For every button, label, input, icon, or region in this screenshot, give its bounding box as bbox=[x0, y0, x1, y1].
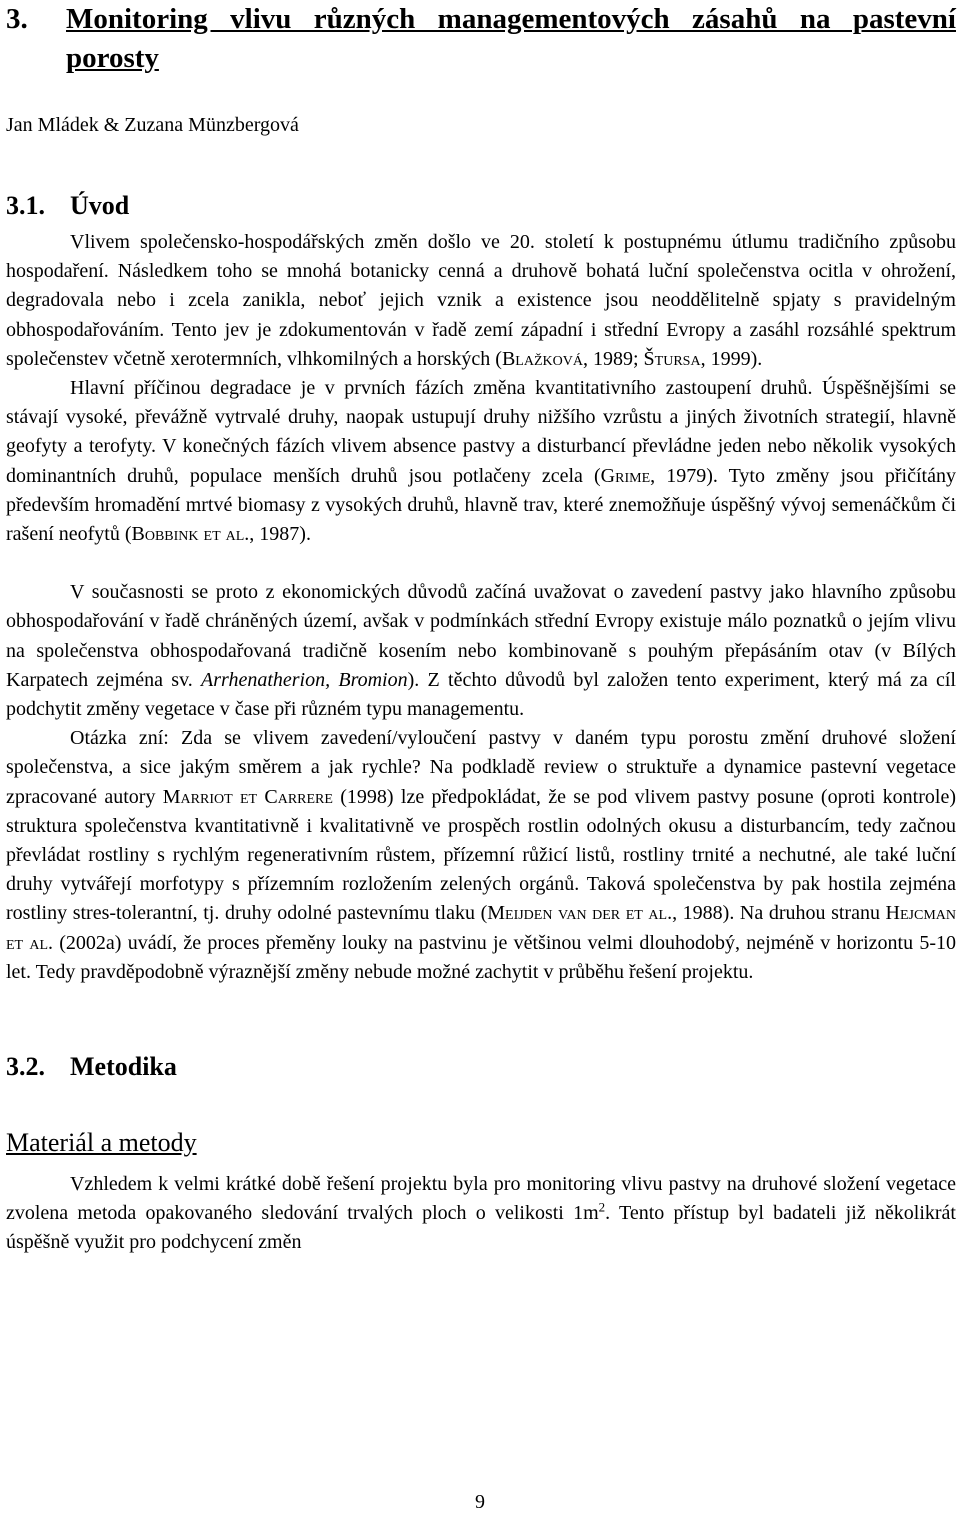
citation: Marriot et Carrere bbox=[162, 785, 333, 808]
section-number: 3.1. bbox=[6, 191, 45, 220]
page-number: 9 bbox=[475, 1491, 485, 1513]
subsection-title: Materiál a metody bbox=[6, 1128, 197, 1158]
citation: Štursa bbox=[643, 347, 701, 370]
section-title: Metodika bbox=[70, 1052, 177, 1082]
citation: Hejcman et al. bbox=[6, 902, 956, 954]
citation: Bobbink et al. bbox=[131, 523, 250, 546]
document-page bbox=[6, 0, 956, 1258]
section-heading-intro bbox=[6, 190, 956, 222]
taxon-names: Arrhenatherion, Bromion bbox=[201, 668, 408, 691]
chapter-heading bbox=[6, 0, 956, 78]
citation: Blažková bbox=[501, 347, 583, 370]
intro-paragraph-2: Hlavní příčinou degradace je v prvních fázích změna kvantitativního zastoupení druhů. Úspěšnějšími se stávají vysoké, převážně vytrvalé druhy, naopak ustupují druhy nižšího vzrůstu a jiných životních strategií, hlavně geofyty a terofyty. V konečných fázích vlivem absence pastvy a disturbancí převládne jeden nebo několik vysokých dominantních druhů, populace menších druhů jsou potlačeny zcela (Grime, 1979). Tyto změny jsou přičítány především hromadění mrtvé biomasy z vysokých druhů, hlavně trav, které znemožňuje úspěšný vývoj semenáčkům či rašení neofytů (Bobbink et al., 1987). bbox=[6, 377, 956, 546]
citation: Meijden van der et al. bbox=[487, 902, 673, 925]
section-heading-methods bbox=[6, 1051, 956, 1083]
section-number: 3.2. bbox=[6, 1052, 45, 1082]
section-title: Úvod bbox=[70, 191, 130, 220]
intro-paragraph-4: Otázka zní: Zda se vlivem zavedení/vyloučení pastvy v daném typu porostu změní druhové složení společenstva, a sice jakým směrem a jak rychle? Na podkladě review o struktuře a dynamice pastevní vegetace zpracované autory Marriot et Carrere (1998) lze předpokládat, že se pod vlivem pastvy posune (oproti kontrole) struktura společenstva kvantitativně i kvalitativně ve prospěch rostlin odolných okusu a disturbancím, tedy začnou převládat rostliny s rychlým regenerativním růstem, přízemní růžicí listů, rostliny trnité a nechutné, ale také luční druhy vytvářejí morfotypy s přízemním rozložením zelených orgánů. Taková společenstva by pak hostila zejména rostliny stres-tolerantní, tj. druhy odolné pastevnímu tlaku (Meijden van der et al., 1988). Na druhou stranu Hejcman et al. (2002a) uvádí, že proces přeměny louky na pastvinu je většinou velmi dlouhodobý, nejméně v horizontu 5-10 let. Tedy pravděpodobně výraznější změny nebude možné zachytit v průběhu řešení projektu. bbox=[6, 727, 957, 983]
authors: Jan Mládek & Zuzana Münzbergová bbox=[6, 114, 299, 136]
citation: Grime bbox=[600, 464, 651, 487]
chapter-title: Monitoring vlivu různých managementových zásahů na pastevní porosty bbox=[66, 3, 956, 74]
methods-paragraph-1: Vzhledem k velmi krátké době řešení projektu byla pro monitoring vlivu pastvy na druhové složení vegetace zvolena metoda opakovaného sledování trvalých ploch o velikosti $1m^2$. Tento přístup byl badateli již několikrát úspěšně využit pro podchycení změn bbox=[6, 1173, 956, 1254]
intro-paragraph-3: V současnosti se proto z ekonomických důvodů začíná uvažovat o zavedení pastvy jako hlavního způsobu obhospodařování v řadě chráněných území, avšak v podmínkách střední Evropy existuje málo poznatků o jejím vlivu na společenstva obhospodařovaná tradičně kosením nebo kombinovaně s pouhým přepásáním otav (v Bílých Karpatech zejména sv. Arrhenatherion, Bromion). Z těchto důvodů byl založen tento experiment, který má za cíl podchytit změny vegetace v čase při různém typu managementu. bbox=[6, 581, 956, 721]
chapter-number: 3. bbox=[6, 3, 28, 35]
superscript: 2 bbox=[598, 1199, 606, 1215]
intro-paragraph-1: Vlivem společensko-hospodářských změn došlo ve 20. století k postupnému útlumu tradičního způsobu hospodaření. Následkem toho se mnohá botanicky cenná a druhově bohatá luční společenstva ocitla v ohrožení, degradovala nebo i zcela zanikla, neboť jejich vznik a existence jsou neoddělitelně spjaty s pravidelným obhospodařováním. Tento jev je zdokumentován v řadě zemí západní i střední Evropy a zasáhl rozsáhlé spektrum společenstev včetně xerotermních, vlhkomilných a horských (Blažková, 1989; Štursa, 1999). bbox=[6, 231, 956, 370]
